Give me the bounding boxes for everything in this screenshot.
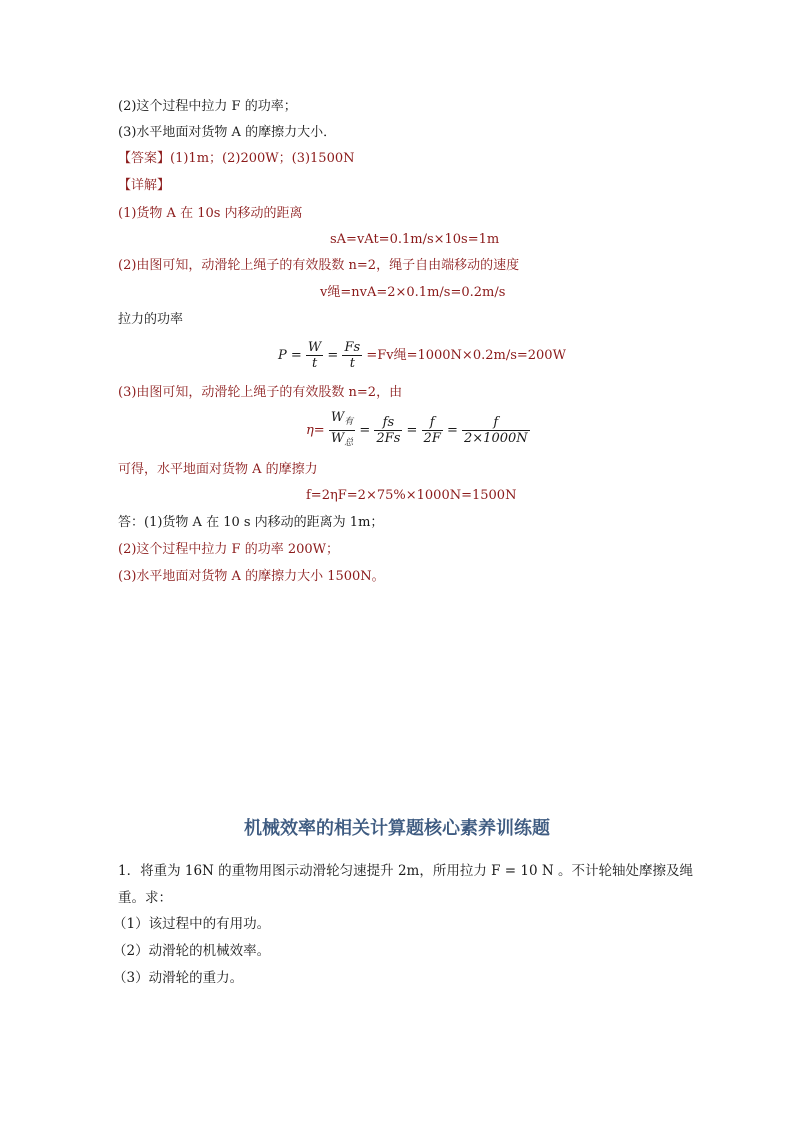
fraction-w-useful-over-w-total: $\frac{W_有}{W_总}$ <box>330 410 354 448</box>
detail-label: 【详解】 <box>118 178 171 193</box>
fraction-w-over-t: $\frac{W}{t}$ <box>307 340 322 371</box>
step-2: (2)由图可知，动滑轮上绳子的有效股数 n=2，绳子自由端移动的速度 <box>118 258 520 273</box>
sub-question-3: （3）动滑轮的重力。 <box>113 970 244 986</box>
equation-3-tail: =Fv绳=1000N×0.2m/s=200W <box>366 348 566 363</box>
sub-question-2: （2）动滑轮的机械效率。 <box>113 943 271 959</box>
problem-1-line-2: 重。求： <box>118 890 172 906</box>
equation-5: f=2ηF=2×75%×1000N=1500N <box>306 488 517 503</box>
equation-3: P = $\frac{W}{t}$ = $\frac{Fs}{t}$ =Fv绳=1000N×0.2m/s=200W <box>278 340 566 371</box>
question-2: (2)这个过程中拉力 F 的功率； <box>118 99 297 114</box>
fraction-fs-over-t: $\frac{Fs}{t}$ <box>344 340 361 371</box>
final-answer-1: 答：(1)货物 A 在 10 s 内移动的距离为 1m； <box>118 515 384 530</box>
efficiency-equation: η= $\frac{W_有}{W_总}$ = $\frac{fs}{2Fs}$ = $\frac{f}{2F}$ = $\frac{f}{2\times 1000N}$ <box>306 410 530 451</box>
step-5: 可得，水平地面对货物 A 的摩擦力 <box>118 462 318 477</box>
answer-line <box>118 150 355 168</box>
answer-text: (1)1m；(2)200W；(3)1500N <box>170 151 355 166</box>
question-3: (3)水平地面对货物 A 的摩擦力大小． <box>118 125 337 140</box>
fraction-f-over-2x1000n: $\frac{f}{2\times 1000N}$ <box>464 415 528 446</box>
problem-1-line-1: 1．将重为 16N 的重物用图示动滑轮匀速提升 2m，所用拉力 F = 10 N 。不计轮轴处摩擦及绳 <box>118 863 693 879</box>
fraction-f-over-2f: $\frac{f}{2F}$ <box>423 415 441 446</box>
step-4: (3)由图可知，动滑轮上绳子的有效股数 n=2，由 <box>118 385 403 400</box>
fraction-fs-over-2fs: $\frac{fs}{2Fs}$ <box>376 415 401 446</box>
equation-2: v绳=nvA=2×0.1m/s=0.2m/s <box>320 285 506 300</box>
section-title: 机械效率的相关计算题核心素养训练题 <box>244 818 550 839</box>
step-1: (1)货物 A 在 10s 内移动的距离 <box>118 206 303 221</box>
equation-1: sA=vAt=0.1m/s×10s=1m <box>330 232 500 247</box>
final-answer-2: (2)这个过程中拉力 F 的功率 200W； <box>118 542 340 557</box>
final-answer-3: (3)水平地面对货物 A 的摩擦力大小 1500N。 <box>118 569 385 584</box>
answer-label: 【答案】 <box>118 151 171 166</box>
sub-question-1: （1）该过程中的有用功。 <box>113 916 271 932</box>
step-3: 拉力的功率 <box>118 312 184 327</box>
